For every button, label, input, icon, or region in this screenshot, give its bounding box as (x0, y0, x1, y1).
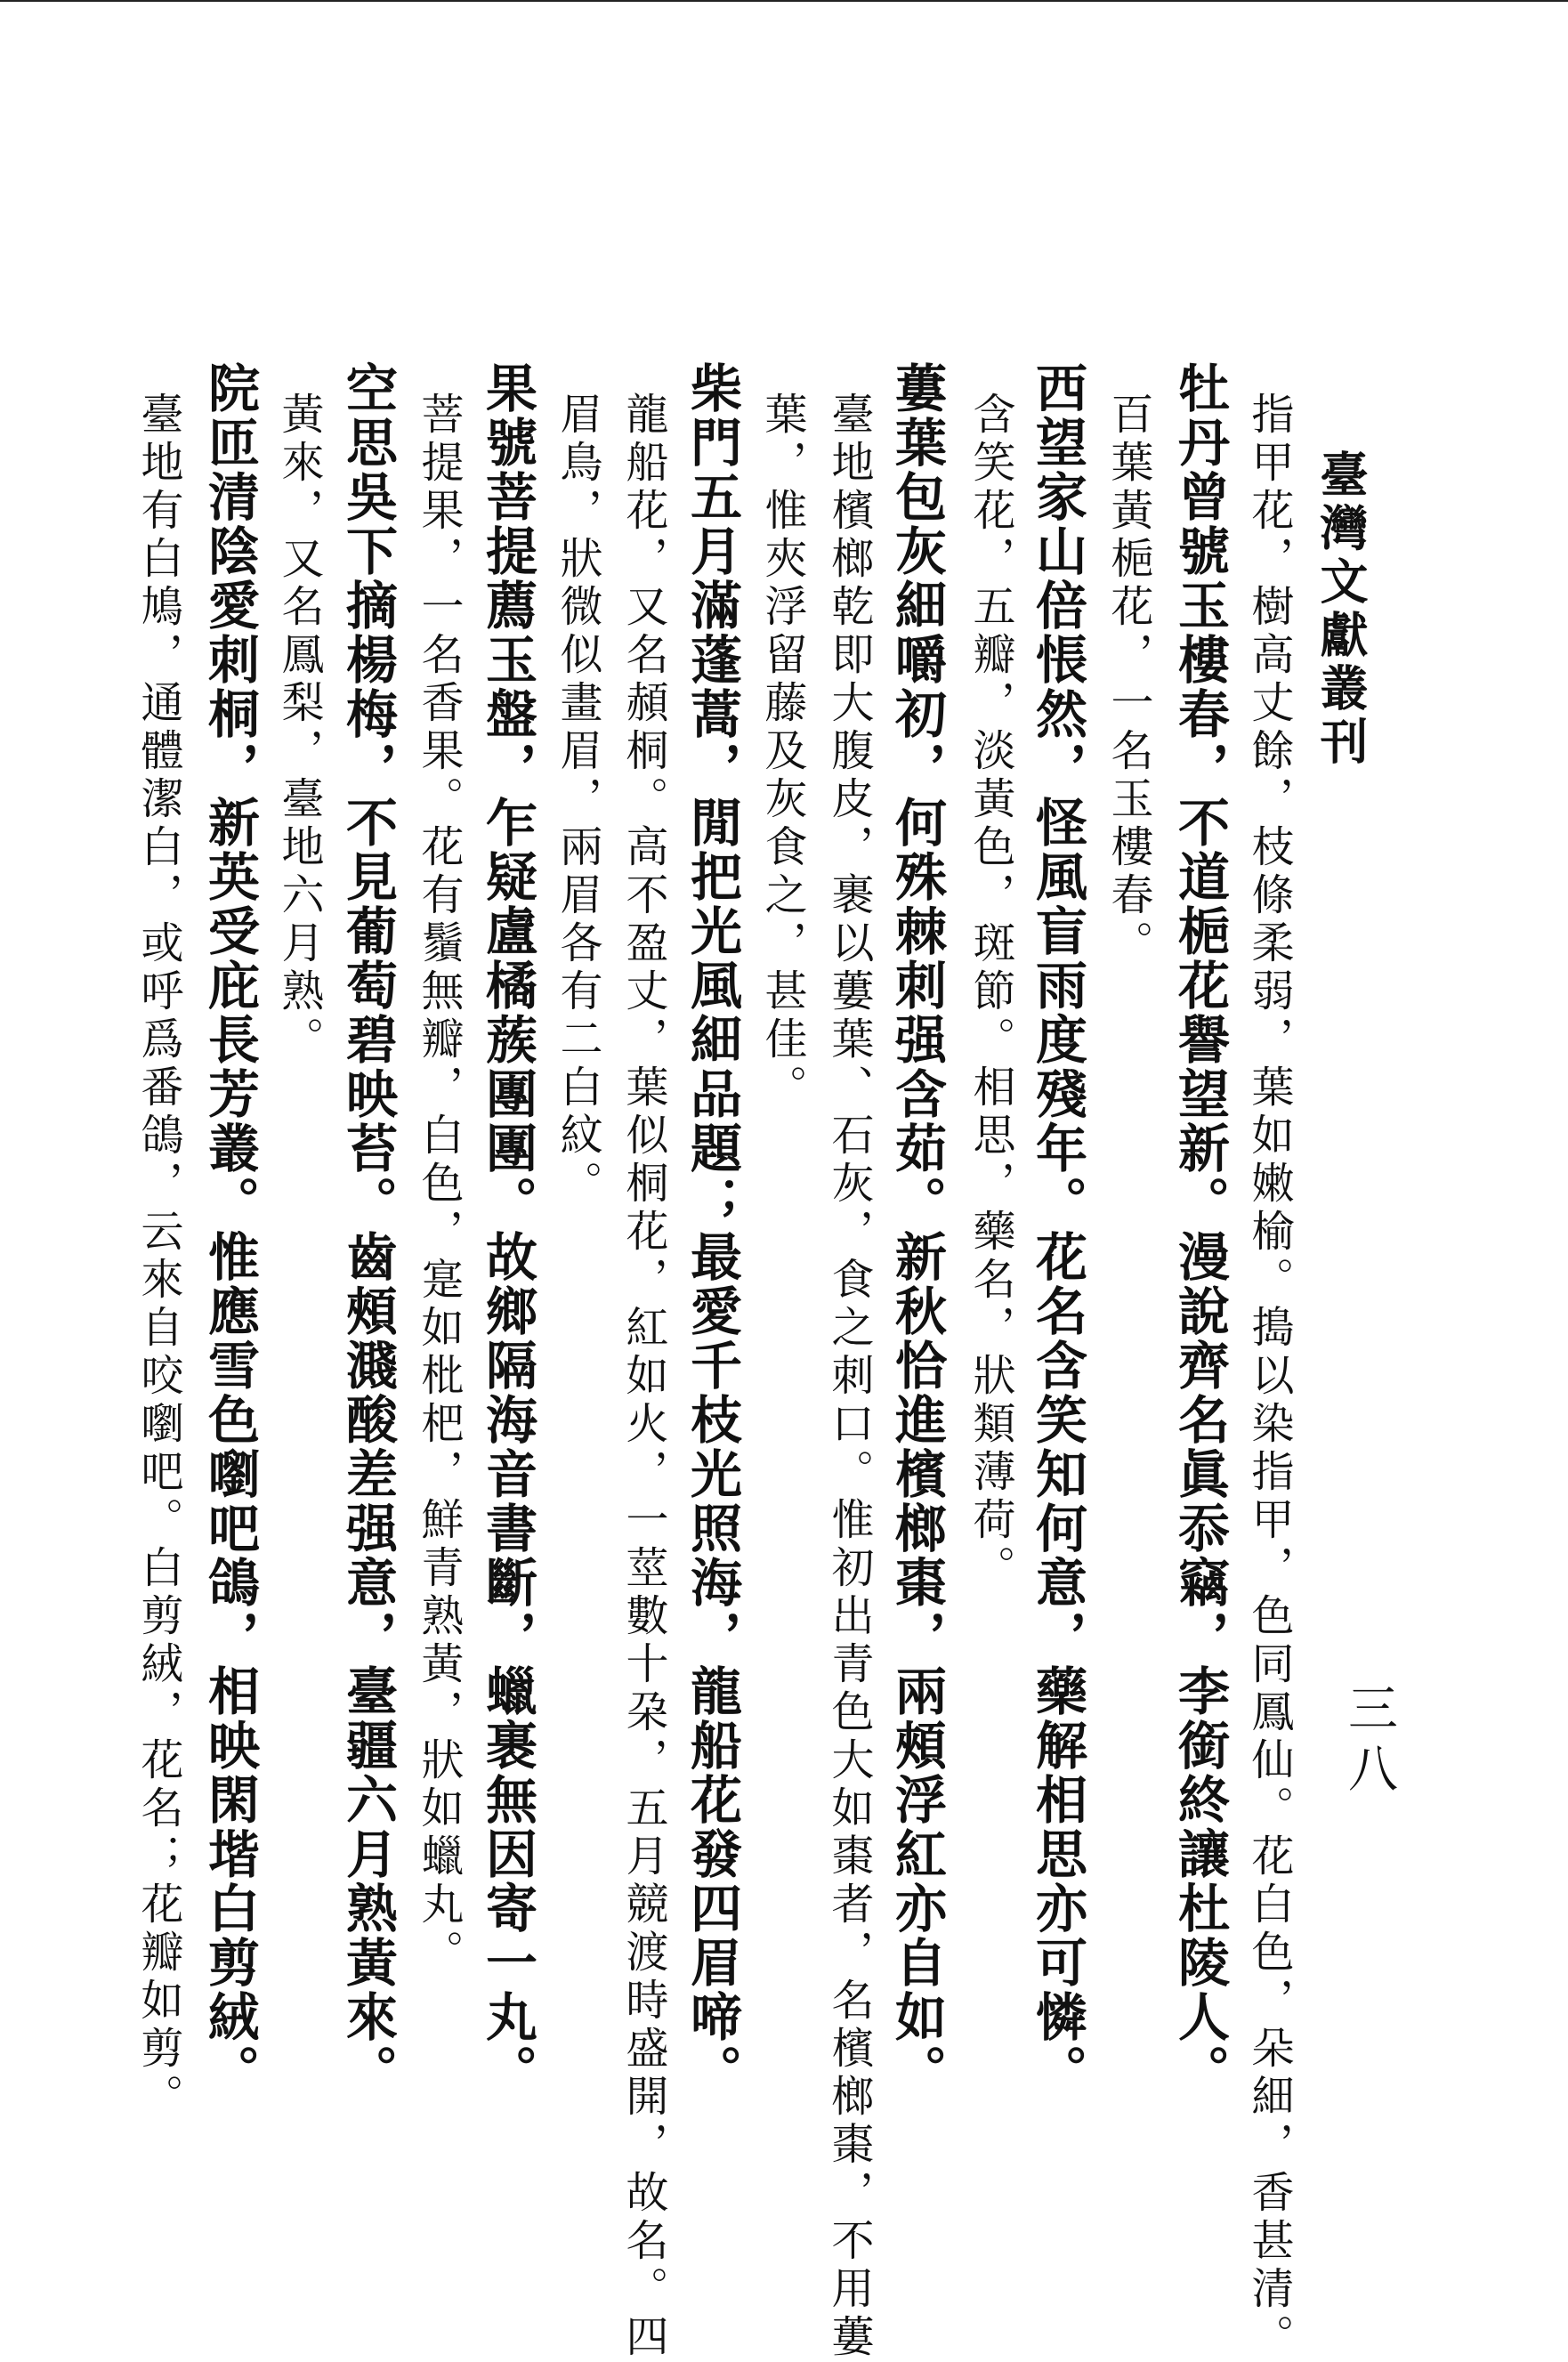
text-column-note: 葉，惟夾浮留藤及灰食之，甚佳。 (757, 392, 807, 1112)
text-block (116, 361, 1294, 2362)
text-column-note: 臺地檳榔乾即大腹皮，裹以蔞葉、石灰，食之刺口。惟初出青色大如棗者，名檳榔棗，不用蔞 (824, 392, 874, 2362)
text-column-note: 百葉黃梔花，一名玉樓春。 (1103, 392, 1153, 968)
text-column-poem: 柴門五月滿蓬蒿，閒把光風細品題；最愛千枝光照海，龍船花發四眉啼。 (682, 361, 742, 2099)
running-head-title: 臺灣文獻叢刊 (1313, 449, 1370, 770)
text-column-note: 黃來，又名鳳梨，臺地六月熟。 (274, 392, 324, 1064)
text-column-poem: 牡丹曾號玉樓春，不道梔花譽望新。漫說齊名眞忝竊，李銜終讓杜陵人。 (1169, 361, 1230, 2099)
page-number: 三八 (1340, 1682, 1398, 1803)
text-column-poem: 空思吳下摘楊梅，不見葡萄碧映苔。齒頰濺酸差强意，臺疆六月熟黃來。 (337, 361, 398, 2099)
text-column-poem: 果號菩提薦玉盤，乍疑盧橘蔟團團。故鄉隔海音書斷，蠟裹無因寄一丸。 (477, 361, 537, 2099)
text-column-note: 臺地有白鳩，通體潔白，或呼爲番鴿，云來自咬嚠吧。白剪絨，花名；花瓣如剪。 (133, 392, 183, 2122)
text-column-note: 含笑花，五瓣，淡黃色，斑節。相思，藥名，狀類薄荷。 (966, 392, 1015, 1593)
text-column-poem: 蔞葉包灰細嚼初，何殊棘刺强含茹。新秋恰進檳榔棗，兩頰浮紅亦自如。 (886, 361, 947, 2099)
top-border-rule (0, 0, 1568, 2)
text-column-poem: 院匝清陰愛刺桐，新英受庇長芳叢。惟應雪色嚠吧鴿，相映閑堦白剪絨。 (199, 361, 260, 2099)
text-column-note: 菩提果，一名香果。花有鬚無瓣，白色，寔如枇杷，鮮青熟黃，狀如蠟丸。 (414, 392, 464, 1978)
text-column-note: 眉鳥，狀微似畫眉，兩眉各有二白紋。 (553, 392, 602, 1209)
text-column-note: 龍船花，又名頳桐。高不盈丈，葉似桐花，紅如火，一莖數十朶，五月競渡時盛開，故名。四 (618, 392, 668, 2362)
text-column-note: 指甲花，樹高丈餘，枝條柔弱，葉如嫩榆。搗以染指甲，色同鳳仙。花白色，朵細，香甚清。 (1244, 392, 1294, 2362)
text-column-poem: 西望家山倍悵然，怪風盲雨度殘年。花名含笑知何意，藥解相思亦可憐。 (1027, 361, 1087, 2099)
